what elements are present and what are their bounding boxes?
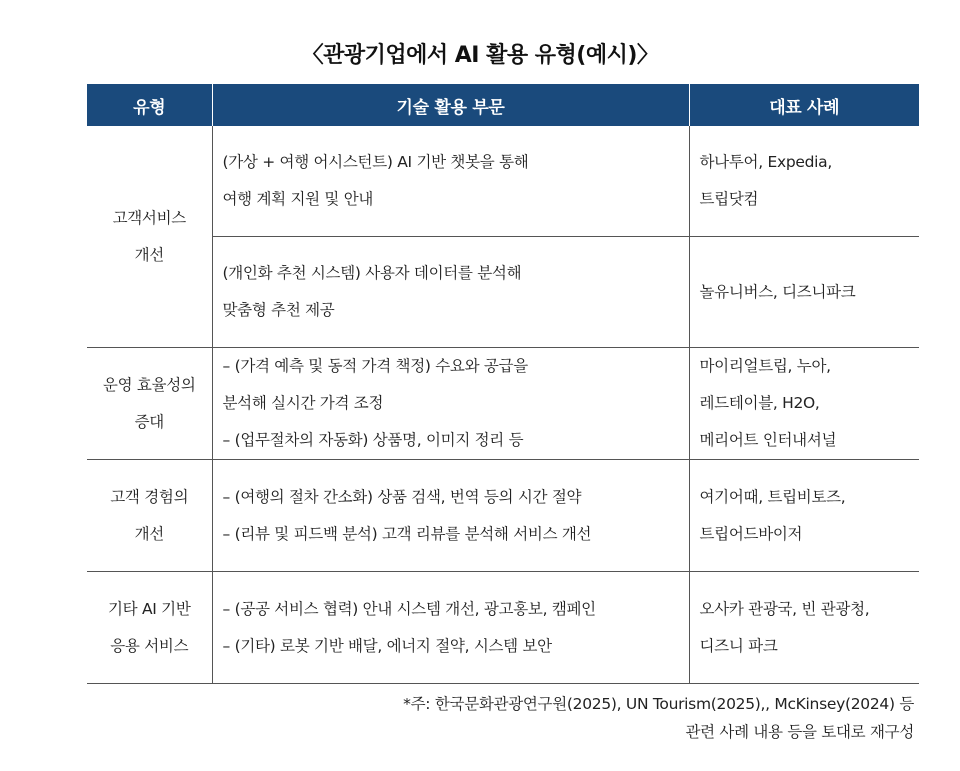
header-row	[87, 84, 919, 126]
examples-cell: 여기어때, 트립비토즈, 트립어드바이저	[689, 460, 919, 572]
source-note: *주: 한국문화관광연구원(2025), UN Tourism(2025),, McKinsey(2024) 등 관련 사례 내용 등을 토대로 재구성	[403, 695, 914, 741]
examples-cell: 마이리얼트립, 누아, 레드테이블, H2O, 메리어트 인터내셔널	[689, 348, 919, 460]
table-row	[87, 237, 919, 348]
examples-cell: 하나투어, Expedia, 트립닷컴	[689, 126, 919, 237]
header-tech: 기술 활용 부문	[212, 84, 689, 126]
examples-cell: 오사카 관광국, 빈 관광청, 디즈니 파크	[689, 572, 919, 684]
tech-cell: – (공공 서비스 협력) 안내 시스템 개선, 광고홍보, 캠페인 – (기타) 로봇 기반 배달, 에너지 절약, 시스템 보안	[212, 572, 689, 684]
type-cell: 기타 AI 기반 응용 서비스	[87, 572, 212, 684]
tech-cell: – (여행의 절차 간소화) 상품 검색, 번역 등의 시간 절약 – (리뷰 및 피드백 분석) 고객 리뷰를 분석해 서비스 개선	[212, 460, 689, 572]
tech-cell: (개인화 추천 시스템) 사용자 데이터를 분석해 맞춤형 추천 제공	[212, 237, 689, 348]
type-cell: 고객 경험의 개선	[87, 460, 212, 572]
type-cell: 고객서비스 개선	[87, 126, 212, 348]
table-row	[87, 348, 919, 460]
table-row	[87, 126, 919, 237]
tech-cell: – (가격 예측 및 동적 가격 책정) 수요와 공급을 분석해 실시간 가격 조정 – (업무절차의 자동화) 상품명, 이미지 정리 등	[212, 348, 689, 460]
header-examples: 대표 사례	[689, 84, 919, 126]
table-row	[87, 572, 919, 684]
tech-cell: (가상 + 여행 어시스턴트) AI 기반 챗봇을 통해 여행 계획 지원 및 안내	[212, 126, 689, 237]
ai-usage-table	[87, 84, 919, 684]
header-type: 유형	[87, 84, 212, 126]
examples-cell: 놀유니버스, 디즈니파크	[689, 237, 919, 348]
type-cell: 운영 효율성의 증대	[87, 348, 212, 460]
table-title: 〈관광기업에서 AI 활용 유형(예시)〉	[301, 43, 659, 68]
table-row	[87, 460, 919, 572]
